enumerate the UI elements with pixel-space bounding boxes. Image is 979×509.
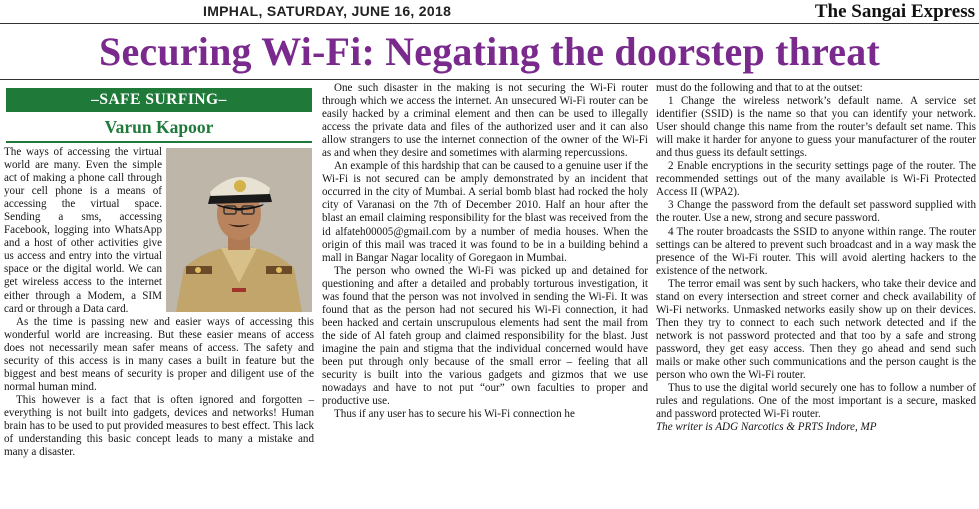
header-rule <box>0 23 979 24</box>
kicker-banner: –SAFE SURFING– <box>6 88 312 112</box>
paragraph: The ways of accessing the virtual world are many. Even the simple act of making a phone call through your cell phone is a means of accessing the virtual space. Sending a sms, accessing Facebook, logging into WhatsApp and a host of other activities give us access and entry into the virtual space or the digital world. We can get wireless access to the internet either through a Modem, a SIM card or through a Data card. <box>4 146 162 315</box>
paragraph: Thus if any user has to secure his Wi-Fi connection he <box>334 408 575 421</box>
headline: Securing Wi-Fi: Negating the doorstep threat <box>99 29 880 74</box>
paragraph: The terror email was sent by such hackers, who take their device and stand on every intersection and street corner and check availability of Wi-Fi networks. Unmasked networks easily show up on their devices. Then they try to connect to each such network detected and if the network is not password protected and that too by a safe and strong password, they get easy access. Then they go ahead and send such mails or make other such communications and the person caught is the person who own the Wi-Fi router. <box>656 277 976 382</box>
page-header <box>0 0 979 24</box>
paragraph: The person who owned the Wi-Fi was picked up and detained for questioning and after a detailed and probably torturous investigation, it was found that the person was not involved in sending the Wi-Fi. It was found that as the person had not secured his Wi-Fi connection, it had been hacked and certain unscrupulous elements had sent the mail from the side of Al fateh group and claimed responsibility for the blast. Just imagine the pain and stigma that the individual concerned would have been put through only because of the small error – feeling that all security is built into the various gadgets and gizmos that we use nowadays and have to not put “our” own faculties to proper and productive use. <box>322 264 648 408</box>
dateline: IMPHAL, SATURDAY, JUNE 16, 2018 <box>203 3 452 19</box>
paragraph: An example of this hardship that can be caused to a genuine user if the Wi-Fi is not secured can be amply demonstrated by an incident that occurred in the city of Mumbai. A serial bomb blast had rocked the holy city of Varanasi on the 7th of December 2010. Half an hour after the blast an email claiming responsibility for the blast was received from the id alfateh00005@gmail.com by a number of media houses. When the origin of this mail was traced it was found to be in a building behind a mall in Bangar Nagar locality of Goregaon in Mumbai. <box>322 160 648 264</box>
paragraph: Thus to use the digital world securely one has to follow a number of rules and regulations. One of the most important is a secure, masked and password protected Wi-Fi router. <box>656 382 976 421</box>
byline-rule <box>6 141 312 143</box>
byline: Varun Kapoor <box>104 117 214 137</box>
paragraph: must do the following and that to at the outset: <box>656 82 863 94</box>
paragraph: As the time is passing new and easier ways of accessing this wonderful world are increasing. But these easier means of access does not necessarily mean safer means of access. The safety and security of this access is in many cases a built in feature but the biggest and best means of security is proper and diligent use of the normal human mind. <box>4 315 314 393</box>
list-item: 4 The router broadcasts the SSID to anyone within range. The router settings can be altered to prevent such broadcast and in a way mask the presence of the Wi-Fi router. This will avoid alerting hackers to the existence of the network. <box>656 225 976 277</box>
list-item: 3 Change the password from the default set password supplied with the router. Use a new, strong and secure password. <box>656 199 976 225</box>
paragraph: This however is a fact that is often ignored and forgotten – everything is not built into gadgets, devices and networks! Human brain has to be used to put provided measures to best effect. This lack of understanding this basic concept leads to many a mistake and many a disaster. <box>4 393 314 459</box>
list-item: 1 Change the wireless network’s default name. A service set identifier (SSID) is the name so that you can identify your network. User should change this name from the router’s default set name. This will make it harder for anyone to guess your manufacturer of the router and thus guess its default settings. <box>656 95 976 160</box>
column-2 <box>322 82 648 421</box>
column-3 <box>656 82 976 434</box>
paragraph: One such disaster in the making is not securing the Wi-Fi router through which we access the internet. An unsecured Wi-Fi router can be easily hacked by a criminal element and then can be used to illegally access the private data and files of the authorized user and it can also allow strangers to use the internet connection of the owner of the Wi-Fi as and when they desire and sometimes with alarming repercussions. <box>322 82 648 160</box>
column-1 <box>4 146 314 459</box>
masthead: The Sangai Express <box>814 1 975 22</box>
author-note: The writer is ADG Narcotics & PRTS Indore, MP <box>656 421 877 434</box>
photo-spacer <box>162 146 314 312</box>
headline-rule <box>0 79 979 80</box>
list-item: 2 Enable encryptions in the security settings page of the router. The recommended settings out of the many available is Wi-Fi Protected Access II (WPA2). <box>656 160 976 199</box>
